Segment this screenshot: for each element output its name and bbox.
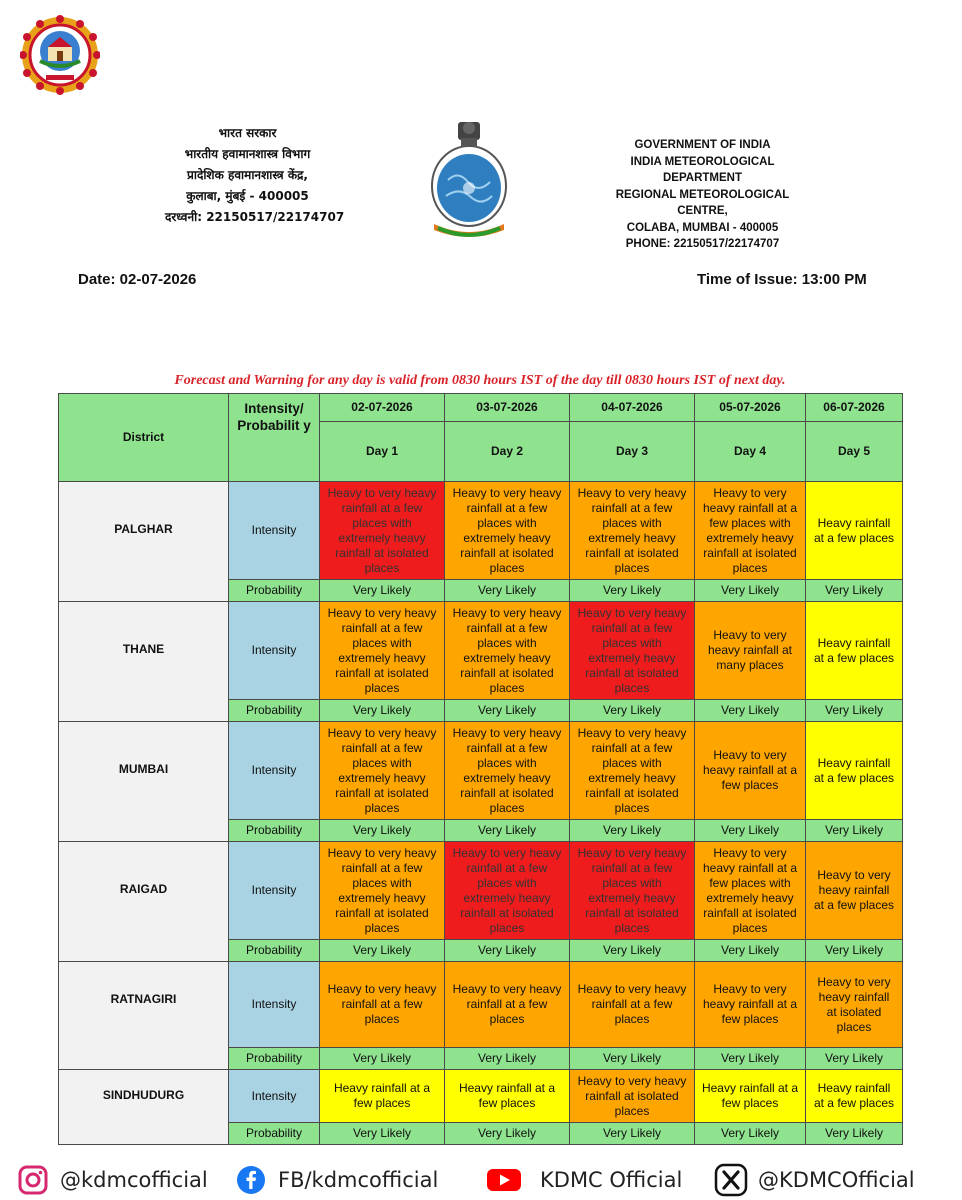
intensity-label: Intensity [229, 962, 320, 1048]
intensity-cell: Heavy rainfall at a few places [806, 1070, 903, 1123]
facebook-icon [236, 1165, 266, 1195]
header-day: Day 2 [445, 422, 570, 482]
probability-cell: Very Likely [320, 1048, 445, 1070]
district-name: SINDHUDURG [59, 1070, 229, 1145]
intensity-cell: Heavy to very heavy rainfall at a few places with extremely heavy rainfall at isolated places [320, 602, 445, 700]
district-name: PALGHAR [59, 482, 229, 602]
header-intensity-probability: Intensity/ Probabilit y [229, 394, 320, 482]
intensity-cell: Heavy to very heavy rainfall at a few places [445, 962, 570, 1048]
probability-cell: Very Likely [570, 940, 695, 962]
district-name: RAIGAD [59, 842, 229, 962]
instagram-handle: @kdmcofficial [60, 1168, 208, 1192]
probability-cell: Very Likely [445, 1123, 570, 1145]
intensity-cell: Heavy to very heavy rainfall at a few places [320, 962, 445, 1048]
header-english [590, 137, 815, 253]
probability-cell: Very Likely [695, 700, 806, 722]
x-icon [714, 1163, 748, 1197]
intensity-cell: Heavy to very heavy rainfall at a few places with extremely heavy rainfall at isolated places [695, 482, 806, 580]
probability-cell: Very Likely [320, 940, 445, 962]
probability-cell: Very Likely [695, 1123, 806, 1145]
issue-date: Date: 02-07-2026 [78, 271, 197, 288]
probability-cell: Very Likely [695, 580, 806, 602]
header-day: Day 1 [320, 422, 445, 482]
facebook-link[interactable] [236, 1166, 438, 1194]
intensity-cell: Heavy to very heavy rainfall at isolated places [806, 962, 903, 1048]
intensity-cell: Heavy to very heavy rainfall at a few places with extremely heavy rainfall at isolated places [320, 722, 445, 820]
intensity-label: Intensity [229, 842, 320, 940]
intensity-cell: Heavy to very heavy rainfall at a few places [570, 962, 695, 1048]
header-date: 05-07-2026 [695, 394, 806, 422]
intensity-cell: Heavy to very heavy rainfall at a few places [806, 842, 903, 940]
intensity-cell: Heavy to very heavy rainfall at a few places with extremely heavy rainfall at isolated places [695, 842, 806, 940]
probability-cell: Very Likely [570, 580, 695, 602]
probability-cell: Very Likely [445, 940, 570, 962]
probability-cell: Very Likely [806, 580, 903, 602]
youtube-icon [486, 1167, 522, 1193]
probability-cell: Very Likely [570, 700, 695, 722]
national-emblem [428, 120, 510, 238]
probability-label: Probability [229, 700, 320, 722]
header-day: Day 3 [570, 422, 695, 482]
header-hindi-line: प्रादेशिक हवामानशास्त्र केंद्र, [187, 168, 308, 182]
header-day: Day 5 [806, 422, 903, 482]
probability-cell: Very Likely [320, 580, 445, 602]
instagram-icon [18, 1165, 48, 1195]
intensity-cell: Heavy rainfall at a few places [806, 482, 903, 580]
header-english-line: INDIA METEOROLOGICAL DEPARTMENT [630, 155, 775, 184]
intensity-cell: Heavy to very heavy rainfall at a few places [695, 722, 806, 820]
district-name: MUMBAI [59, 722, 229, 842]
header-date: 06-07-2026 [806, 394, 903, 422]
intensity-cell: Heavy rainfall at a few places [445, 1070, 570, 1123]
intensity-cell: Heavy rainfall at a few places [320, 1070, 445, 1123]
header-hindi-line: कुलाबा, मुंबई - 400005 [186, 189, 309, 203]
intensity-cell: Heavy rainfall at a few places [695, 1070, 806, 1123]
header-english-line: COLABA, MUMBAI - 400005 [626, 221, 779, 234]
header-hindi-phone: दरध्वनी: 22150517/22174707 [165, 210, 345, 224]
probability-cell: Very Likely [695, 1048, 806, 1070]
probability-cell: Very Likely [806, 1048, 903, 1070]
header-hindi [165, 123, 344, 228]
probability-cell: Very Likely [445, 820, 570, 842]
intensity-cell: Heavy to very heavy rainfall at a few places with extremely heavy rainfall at isolated places [445, 722, 570, 820]
header-hindi-line: भारत सरकार [218, 126, 277, 140]
intensity-label: Intensity [229, 722, 320, 820]
intensity-cell: Heavy to very heavy rainfall at isolated places [570, 1070, 695, 1123]
header-district: District [59, 394, 229, 482]
intensity-cell: Heavy to very heavy rainfall at a few places with extremely heavy rainfall at isolated places [445, 842, 570, 940]
intensity-cell: Heavy to very heavy rainfall at a few places with extremely heavy rainfall at isolated places [320, 482, 445, 580]
header-date: 04-07-2026 [570, 394, 695, 422]
intensity-cell: Heavy to very heavy rainfall at many places [695, 602, 806, 700]
probability-cell: Very Likely [445, 580, 570, 602]
social-footer [0, 1160, 962, 1200]
probability-cell: Very Likely [570, 820, 695, 842]
probability-label: Probability [229, 1123, 320, 1145]
district-name: RATNAGIRI [59, 962, 229, 1070]
probability-cell: Very Likely [320, 700, 445, 722]
header-english-line: PHONE: 22150517/22174707 [625, 238, 780, 250]
header-english-line: GOVERNMENT OF INDIA [634, 139, 771, 151]
facebook-handle: FB/kdmcofficial [278, 1168, 439, 1192]
intensity-label: Intensity [229, 482, 320, 580]
x-link[interactable] [714, 1166, 915, 1194]
probability-cell: Very Likely [806, 940, 903, 962]
kdmc-logo [20, 15, 100, 95]
intensity-cell: Heavy to very heavy rainfall at a few places with extremely heavy rainfall at isolated places [445, 482, 570, 580]
probability-cell: Very Likely [570, 1123, 695, 1145]
intensity-cell: Heavy rainfall at a few places [806, 722, 903, 820]
validity-note: Forecast and Warning for any day is valid from 0830 hours IST of the day till 0830 hours IST of next day. [174, 373, 786, 388]
probability-label: Probability [229, 1048, 320, 1070]
youtube-handle: KDMC Official [540, 1168, 683, 1192]
header-hindi-line: भारतीय हवामानशास्त्र विभाग [184, 147, 311, 161]
intensity-label: Intensity [229, 1070, 320, 1123]
probability-cell: Very Likely [570, 1048, 695, 1070]
x-handle: @KDMCOfficial [758, 1168, 915, 1192]
youtube-link[interactable] [486, 1166, 682, 1194]
intensity-cell: Heavy to very heavy rainfall at a few places with extremely heavy rainfall at isolated places [570, 842, 695, 940]
intensity-cell: Heavy to very heavy rainfall at a few places with extremely heavy rainfall at isolated places [570, 722, 695, 820]
forecast-table [58, 393, 903, 1145]
probability-cell: Very Likely [695, 820, 806, 842]
district-name: THANE [59, 602, 229, 722]
probability-cell: Very Likely [445, 1048, 570, 1070]
intensity-cell: Heavy rainfall at a few places [806, 602, 903, 700]
probability-cell: Very Likely [806, 700, 903, 722]
header-day: Day 4 [695, 422, 806, 482]
probability-cell: Very Likely [320, 1123, 445, 1145]
header-date: 02-07-2026 [320, 394, 445, 422]
probability-cell: Very Likely [806, 1123, 903, 1145]
intensity-cell: Heavy to very heavy rainfall at a few places with extremely heavy rainfall at isolated places [570, 602, 695, 700]
intensity-label: Intensity [229, 602, 320, 700]
probability-cell: Very Likely [806, 820, 903, 842]
probability-label: Probability [229, 580, 320, 602]
instagram-link[interactable] [18, 1166, 208, 1194]
header-date: 03-07-2026 [445, 394, 570, 422]
issue-time: Time of Issue: 13:00 PM [697, 271, 867, 288]
intensity-cell: Heavy to very heavy rainfall at a few places [695, 962, 806, 1048]
probability-cell: Very Likely [320, 820, 445, 842]
intensity-cell: Heavy to very heavy rainfall at a few places with extremely heavy rainfall at isolated places [320, 842, 445, 940]
probability-label: Probability [229, 940, 320, 962]
intensity-cell: Heavy to very heavy rainfall at a few places with extremely heavy rainfall at isolated places [445, 602, 570, 700]
probability-cell: Very Likely [695, 940, 806, 962]
header-english-line: REGIONAL METEOROLOGICAL CENTRE, [615, 188, 790, 217]
probability-label: Probability [229, 820, 320, 842]
probability-cell: Very Likely [445, 700, 570, 722]
intensity-cell: Heavy to very heavy rainfall at a few places with extremely heavy rainfall at isolated places [570, 482, 695, 580]
